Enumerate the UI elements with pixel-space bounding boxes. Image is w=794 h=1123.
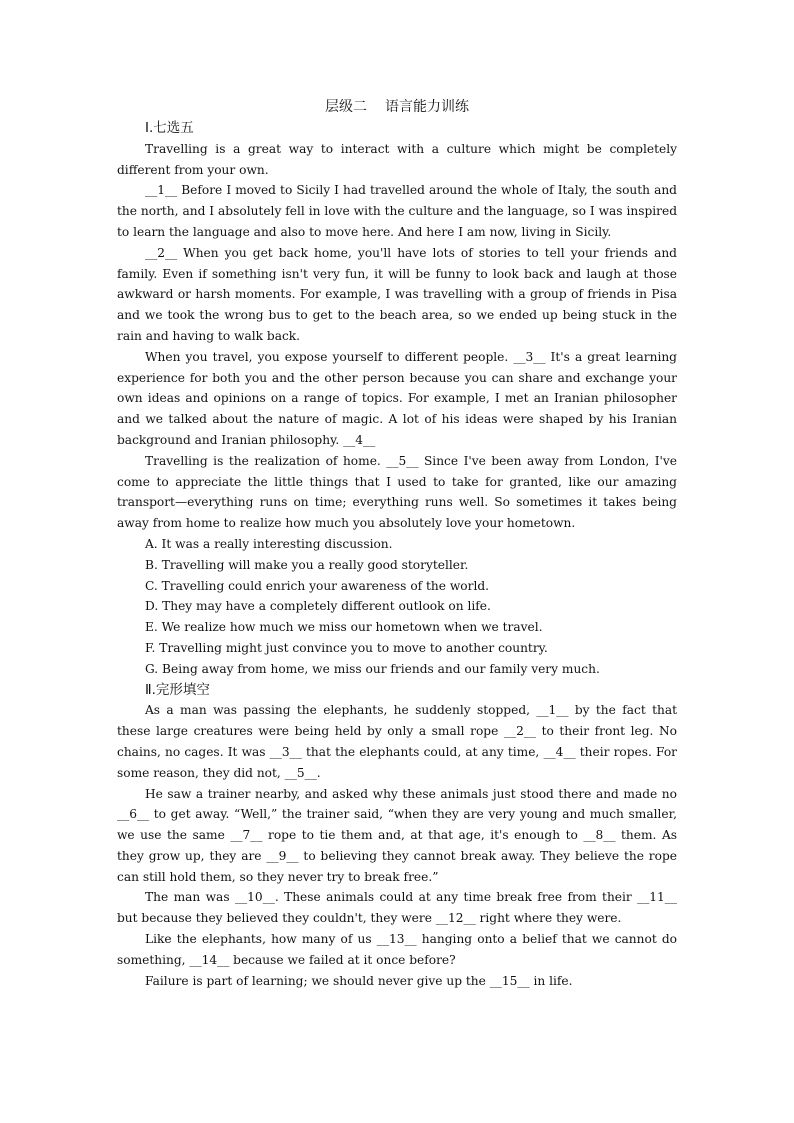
title-level: 层级二 <box>325 99 367 115</box>
cloze-paragraph: Like the elephants, how many of us __13__ hanging onto a belief that we cannot do something, __14__ because we failed at it once before? <box>117 932 677 967</box>
option-e: E. We realize how much we miss our hometown when we travel. <box>145 620 543 635</box>
section-heading-seven-choose-five: Ⅰ.七选五 <box>145 120 194 136</box>
option-f: F. Travelling might just convince you to move to another country. <box>145 640 548 655</box>
cloze-paragraph: He saw a trainer nearby, and asked why these animals just stood there and made no __6__ to get away. “Well,” the trainer said, “when they are very young and much smaller, we use the same __7__ rope to tie them and, at that age, it's enough to __8__ them. As they grow up, they are __9__ to believing they cannot break away. They believe the rope can still hold them, so they never try to break free.” <box>117 786 677 884</box>
cloze-paragraph: The man was __10__. These animals could at any time break free from their __11__ but because they believed they couldn't, they were __12__ right where they were. <box>117 890 677 926</box>
option-a: A. It was a really interesting discussion. <box>145 536 393 551</box>
passage-paragraph: When you travel, you expose yourself to different people. __3__ It's a great learning experience for both you and the other person because you can share and exchange your own ideas and opinions on a range of topics. For example, I met an Iranian philosopher and we talked about the nature of magic. A lot of his ideas were shaped by his Iranian background and Iranian philosophy. __4__ <box>117 349 677 447</box>
passage-paragraph: Travelling is a great way to interact with a culture which might be completely different from your own. <box>117 141 677 177</box>
option-b: B. Travelling will make you a really good storyteller. <box>145 557 469 572</box>
option-d: D. They may have a completely different outlook on life. <box>145 599 491 614</box>
passage-paragraph: __2__ When you get back home, you'll have lots of stories to tell your friends and family. Even if something isn't very fun, it will be funny to look back and laugh at those awkward or harsh moments. For example, I was travelling with a group of friends in Pisa and we took the wrong bus to get to the beach area, so we ended up being stuck in the rain and having to walk back. <box>117 245 677 343</box>
passage-paragraph: Travelling is the realization of home. __5__ Since I've been away from London, I've come to appreciate the little things that I used to take for granted, like our amazing transport—everything runs on time; everything runs well. So sometimes it takes being away from home to realize how much you absolutely love your hometown. <box>117 453 677 531</box>
content <box>117 118 677 991</box>
cloze-paragraph: Failure is part of learning; we should never give up the __15__ in life. <box>145 973 573 988</box>
cloze-paragraph: As a man was passing the elephants, he suddenly stopped, __1__ by the fact that these large creatures were being held by only a small rope __2__ to their front leg. No chains, no cages. It was __3__ that the elephants could, at any time, __4__ their ropes. For some reason, they did not, __5__. <box>117 703 677 780</box>
title-topic: 语言能力训练 <box>385 99 469 115</box>
option-c: C. Travelling could enrich your awareness of the world. <box>145 578 490 593</box>
option-g: G. Being away from home, we miss our friends and our family very much. <box>145 661 600 676</box>
page-title <box>0 97 794 117</box>
passage-paragraph: __1__ Before I moved to Sicily I had travelled around the whole of Italy, the south and the north, and I absolutely fell in love with the culture and the language, so I was inspired to learn the language and also to move here. And here I am now, living in Sicily. <box>117 183 677 239</box>
section-heading-cloze: Ⅱ.完形填空 <box>145 681 210 698</box>
